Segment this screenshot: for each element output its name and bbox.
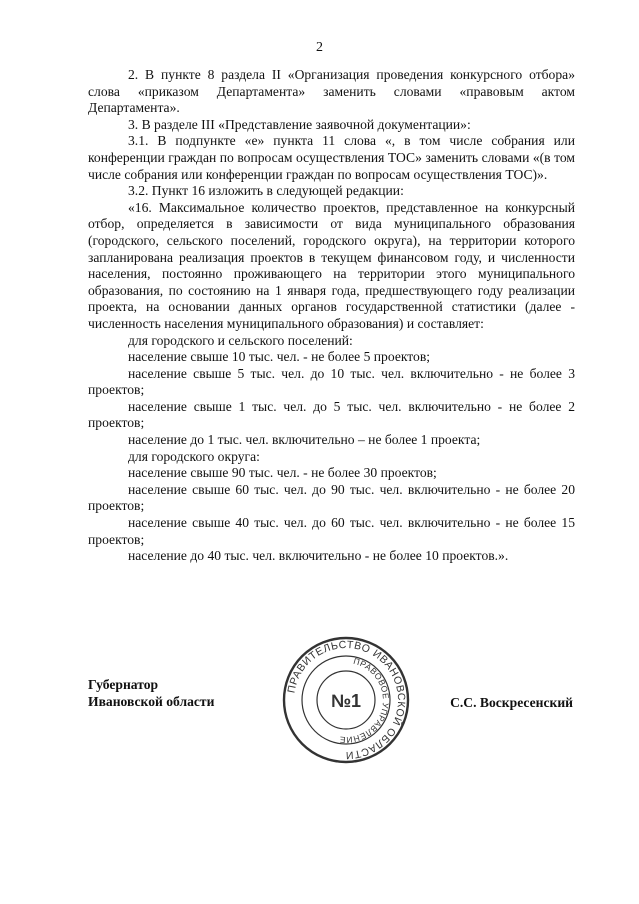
official-seal-icon [282, 636, 410, 764]
paragraph-item-3: 3. В разделе III «Представление заявочной документации»: [128, 116, 471, 132]
signatory-name: С.С. Воскресенский [450, 695, 573, 710]
list-item: население до 40 тыс. чел. включительно - не более 10 проектов.». [128, 548, 509, 564]
list-item: население свыше 5 тыс. чел. до 10 тыс. чел. включительно - не более 3 проектов; [88, 365, 575, 398]
signatory-title [88, 676, 214, 710]
paragraph-subitem-3-2: 3.2. Пункт 16 изложить в следующей редакции: [128, 183, 404, 199]
list-item: население свыше 90 тыс. чел. - не более 30 проектов; [128, 465, 437, 481]
list-item: население свыше 60 тыс. чел. до 90 тыс. чел. включительно - не более 20 проектов; [88, 481, 575, 514]
list-item: население свыше 1 тыс. чел. до 5 тыс. чел. включительно - не более 2 проектов; [88, 398, 575, 431]
seal-outer-text: ПРАВИТЕЛЬСТВО ИВАНОВСКОЙ ОБЛАСТИ [285, 638, 408, 762]
list-item: население свыше 10 тыс. чел. - не более 5 проектов; [128, 349, 431, 365]
paragraph-subitem-3-1: 3.1. В подпункте «е» пункта 11 слова «, в том числе собрания или конференции граждан по вопросам осуществления ТОС» заменить словами «(в том числе собрания или конференции граждан по вопросам осуществления ТОС)». [88, 133, 575, 182]
list-heading-settlements: для городского и сельского поселений: [128, 332, 353, 348]
list-item: население свыше 40 тыс. чел. до 60 тыс. чел. включительно - не более 15 проектов; [88, 515, 575, 547]
document-body [88, 67, 575, 565]
signatory-title-line: Ивановской области [88, 694, 215, 709]
paragraph-point-16: «16. Максимальное количество проектов, представленное на конкурсный отбор, определяется в зависимости от вида муниципального образования (городского, сельского поселений, городского округа), на территории которого запланирована реализация проектов в текущем финансовом году, и численности населения, постоянно проживающего на территории этого муниципального образования, по состоянию на 1 января года, предшествующего году реализации проекта, на основании данных органов государственной статистики (далее - численность населения муниципального образования) и составляет: [88, 199, 575, 331]
seal-inner-text: ПРАВОВОЕ УПРАВЛЕНИЕ [338, 655, 392, 746]
list-item: население до 1 тыс. чел. включительно – не более 1 проекта; [128, 432, 481, 448]
seal-center-text: №1 [330, 691, 362, 711]
page-number: 2 [316, 40, 323, 55]
signatory-title-line: Губернатор [88, 677, 159, 692]
paragraph-item-2: 2. В пункте 8 раздела II «Организация проведения конкурсного отбора» слова «приказом Департамента» заменить словами «правовым актом Департамента». [88, 67, 575, 116]
list-heading-city-district: для городского округа: [128, 448, 260, 464]
